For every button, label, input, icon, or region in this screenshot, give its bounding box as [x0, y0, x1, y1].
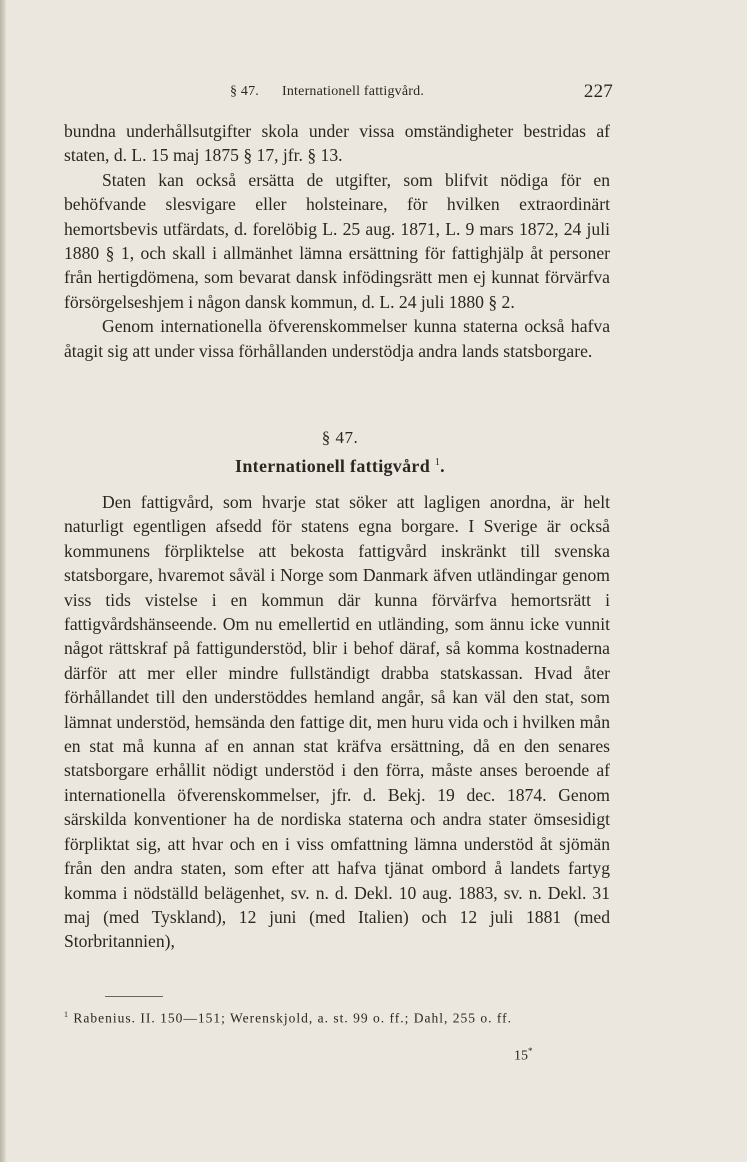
paragraph: bundna underhållsutgifter skola under vissa omständigheter bestridas af staten, d. L. 15 maj 1875 § 17, jfr. § 13. — [64, 121, 610, 166]
running-header — [230, 80, 613, 106]
page-spine-shadow — [0, 0, 6, 1162]
paragraph: Den fattigvård, som hvarje stat söker att lagligen anordna, är helt naturligt egentligen afsedd för statens egna borgare. I Sverige är också kommunens förpliktelse att bekosta fattigvård inskränkt till svenska statsborgare, hvaremot såväl i Norge som Danmark äfven utländingar genom viss tids vistelse i en kommun där kunna förvärfva hemortsrätt i fattigvårdshänseende. Om nu emellertid en utländing, som ännu icke vunnit något rättskraf på fattigunderstöd, blir i behof däraf, så komma kostnaderna därför att mer eller mindre fullständigt drabba statskassan. Hvad åter förhållandet till den understöddes hemland angår, så kan väl den stat, som lämnat understöd, hemsända den fattige dit, men huru vida och i hvilken mån en stat må kunna af en annan stat kräfva ersättning, då en den senares statsborgare erhållit nödigt understöd i den förra, måste anses beroende af internationella öfverenskommelser, jfr. d. Bekj. 19 dec. 1874. Genom särskilda konventioner ha de nordiska staterna och andra stater ömsesidigt förpliktat sig, att hvar och en i viss omfattning lämna understöd åt sjömän från den andra staten, som efter att hafva tjänat ombord å landets fartyg komma i nödställd belägenhet, sv. n. d. Dekl. 10 aug. 1883, sv. n. Dekl. 31 maj (med Tyskland), 12 juni (med Italien) och 12 juli 1881 (med Storbritannien), — [64, 492, 610, 952]
paragraph: Staten kan också ersätta de utgifter, som blifvit nödiga för en behöfvande slesvigare eller holsteinare, för hvilken extraordinärt hemortsbevis utfärdats, d. forelöbig L. 25 aug. 1871, L. 9 mars 1872, 24 juli 1880 § 1, och skall i allmänhet lämna ersättning för fattighjälp åt personer från hertigdömena, som bevarat dansk infödingsrätt men ej kunnat förvärfva försörgelseshjem i någon dansk kommun, d. L. 24 juli 1880 § 2. — [64, 169, 610, 312]
signature-star: * — [528, 1046, 533, 1056]
footnote-divider — [105, 996, 163, 997]
signature-mark — [514, 1046, 533, 1065]
text-block-before-section — [64, 119, 610, 363]
footnote-text: Rabenius. II. 150—151; Werenskjold, a. st. 99 o. ff.; Dahl, 255 o. ff. — [73, 1010, 512, 1026]
header-title: Internationell fattigvård. — [282, 84, 425, 99]
footnote-mark: 1 — [64, 1010, 69, 1019]
section-title — [0, 456, 680, 477]
section-title-text: Internationell fattigvård — [235, 456, 431, 476]
text-block-section — [64, 490, 610, 954]
section-number: § 47. — [321, 428, 359, 447]
page-number: 227 — [583, 81, 613, 102]
header-section: § 47. — [230, 84, 259, 99]
paragraph: Genom internationella öfverenskommelser kunna staterna också hafva åtagit sig att under vissa förhållanden understödja andra lands statsborgare. — [64, 316, 610, 361]
footnote-reference: 1 — [434, 457, 441, 468]
section-title-end: . — [440, 456, 445, 476]
footnote — [64, 1004, 610, 1030]
signature-number: 15 — [514, 1048, 528, 1064]
